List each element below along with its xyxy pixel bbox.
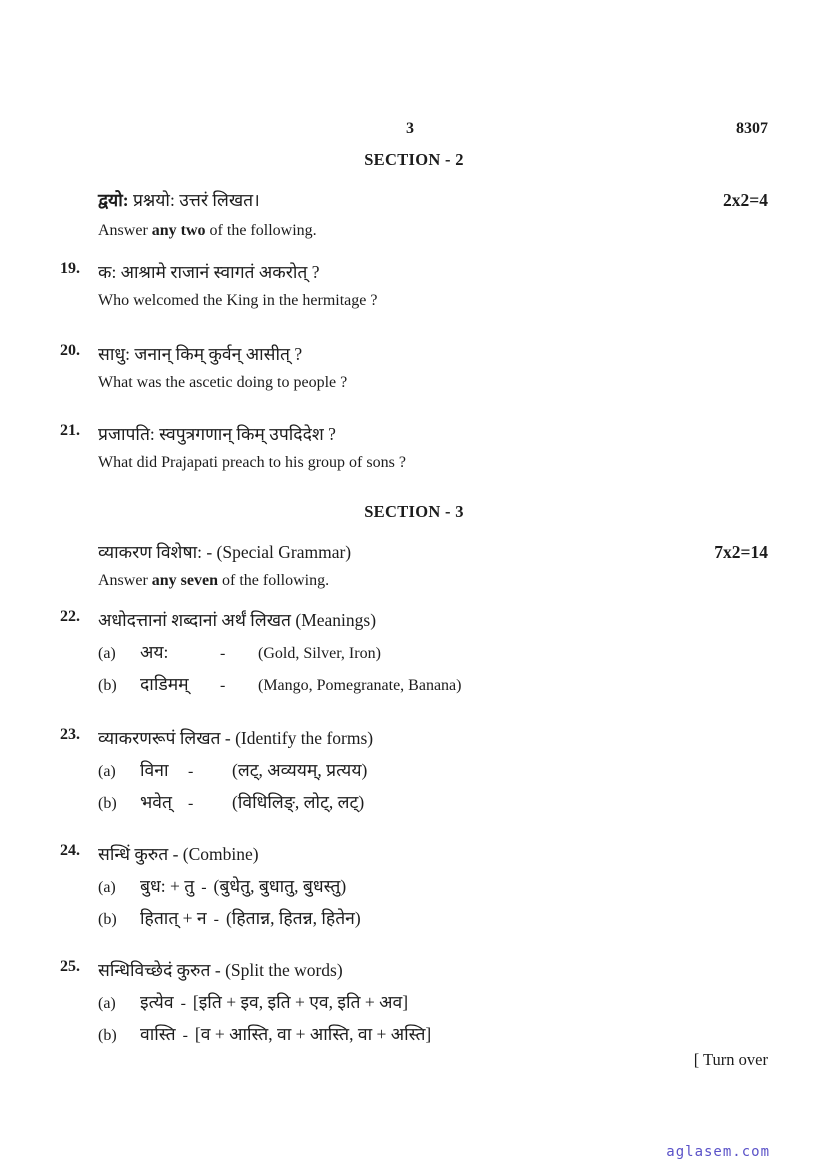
sub-item-a (98, 758, 768, 782)
question-number: 23. (60, 726, 80, 743)
sub-item-dash: - (182, 1027, 188, 1044)
section-3-instruction-sanskrit (60, 540, 768, 564)
sub-item-label: (a) (98, 645, 116, 662)
section-2-title: SECTION - 2 (364, 150, 464, 169)
sub-item-options: (Mango, Pomegranate, Banana) (258, 677, 462, 694)
question-22 (60, 608, 768, 696)
question-heading: सन्धिविच्छेदं कुरुत - (Split the words) (98, 960, 343, 980)
sub-item-label: (b) (98, 1027, 117, 1044)
question-sanskrit: प्रजापति: स्वपुत्रगणान् किम् उपदिदेश ? (98, 424, 336, 444)
sub-item-word: इत्येव (140, 992, 174, 1012)
watermark-aglasem: aglasem.com (666, 1144, 770, 1160)
question-23 (60, 726, 768, 814)
page-header (60, 120, 768, 140)
question-25 (60, 958, 768, 1046)
sub-item-a (98, 640, 768, 664)
question-number: 22. (60, 608, 80, 625)
sub-item-word: बुध: + तु (140, 876, 195, 896)
sub-item-label: (a) (98, 763, 116, 780)
sub-item-options: (लट्, अव्ययम्, प्रत्यय) (232, 760, 368, 780)
sub-item-word: भवेत् (140, 792, 173, 812)
sub-item-dash: - (188, 795, 194, 812)
instruction-pre: Answer (98, 222, 152, 239)
sub-item-word: वास्ति (140, 1024, 176, 1044)
sub-item-b (98, 672, 768, 696)
sub-item-b (98, 790, 768, 814)
question-number: 21. (60, 422, 80, 439)
sub-item-label: (b) (98, 795, 117, 812)
sub-item-options: (Gold, Silver, Iron) (258, 645, 381, 662)
sub-item-a (98, 990, 768, 1014)
sub-item-word: दाडिमम् (140, 674, 189, 694)
sub-item-label: (a) (98, 879, 116, 896)
instruction-post: of the following. (205, 222, 317, 239)
page-number: 3 (406, 120, 414, 137)
section-2-marks: 2x2=4 (723, 190, 768, 210)
instruction-bold-word: द्वयो: (98, 190, 129, 210)
sub-item-word: हितात् + न (140, 908, 207, 928)
sub-item-options: [इति + इव, इति + एव, इति + अव] (192, 992, 409, 1012)
instruction-post: of the following. (218, 572, 330, 589)
question-number: 19. (60, 260, 80, 277)
section-3-title: SECTION - 3 (364, 502, 464, 521)
section-3-marks: 7x2=14 (714, 542, 768, 562)
question-english: Who welcomed the King in the hermitage ? (98, 292, 378, 309)
paper-code: 8307 (736, 120, 768, 137)
sub-item-label: (a) (98, 995, 116, 1012)
question-20 (60, 342, 768, 392)
sub-item-word: अय: (140, 642, 169, 662)
question-english: What was the ascetic doing to people ? (98, 374, 348, 391)
instruction-pre: Answer (98, 572, 152, 589)
question-english: What did Prajapati preach to his group of sons ? (98, 454, 406, 471)
sub-item-dash: - (188, 763, 194, 780)
sub-item-dash: - (220, 645, 226, 662)
sub-item-b (98, 1022, 768, 1046)
question-heading: व्याकरणरूपं लिखत - (Identify the forms) (98, 728, 374, 748)
question-21 (60, 422, 768, 472)
sub-item-a (98, 874, 768, 898)
question-sanskrit: साधु: जनान् किम् कुर्वन् आसीत् ? (98, 344, 303, 364)
sub-item-dash: - (201, 879, 207, 896)
sub-item-options: (बुधेतु, बुधातु, बुधस्तु) (213, 876, 347, 896)
sub-item-label: (b) (98, 911, 117, 928)
sub-item-dash: - (213, 911, 219, 928)
sub-item-options: [व + आस्ति, वा + आस्ति, वा + अस्ति] (194, 1024, 432, 1044)
sub-item-word: विना (140, 760, 169, 780)
sub-item-dash: - (180, 995, 186, 1012)
question-heading: सन्धिं कुरुत - (Combine) (98, 844, 259, 864)
sub-item-b (98, 906, 768, 930)
section-2-instruction-english (60, 222, 768, 240)
question-heading: अधोदत्तानां शब्दानां अर्थं लिखत (Meanings) (98, 610, 377, 630)
instruction-emphasis: any seven (151, 572, 218, 589)
question-number: 24. (60, 842, 80, 859)
question-number: 25. (60, 958, 80, 975)
sub-item-dash: - (220, 677, 226, 694)
question-sanskrit: क: आश्रामे राजानं स्वागतं अकरोत् ? (98, 262, 320, 282)
sub-item-options: (हितान्न, हितन्न, हितेन) (225, 908, 361, 928)
section-3-instruction-english (60, 572, 768, 590)
question-24 (60, 842, 768, 930)
instruction-text (98, 188, 260, 212)
section-2-instruction-sanskrit (60, 188, 768, 212)
instruction-rest: प्रश्नयो: उत्तरं लिखत। (128, 190, 260, 210)
question-19 (60, 260, 768, 310)
instruction-text: व्याकरण विशेषा: - (Special Grammar) (98, 542, 352, 562)
turn-over-note: [ Turn over (693, 1050, 768, 1069)
question-number: 20. (60, 342, 80, 359)
sub-item-label: (b) (98, 677, 117, 694)
instruction-emphasis: any two (151, 222, 206, 239)
sub-item-options: (विधिलिङ्, लोट्, लट्) (232, 792, 365, 812)
